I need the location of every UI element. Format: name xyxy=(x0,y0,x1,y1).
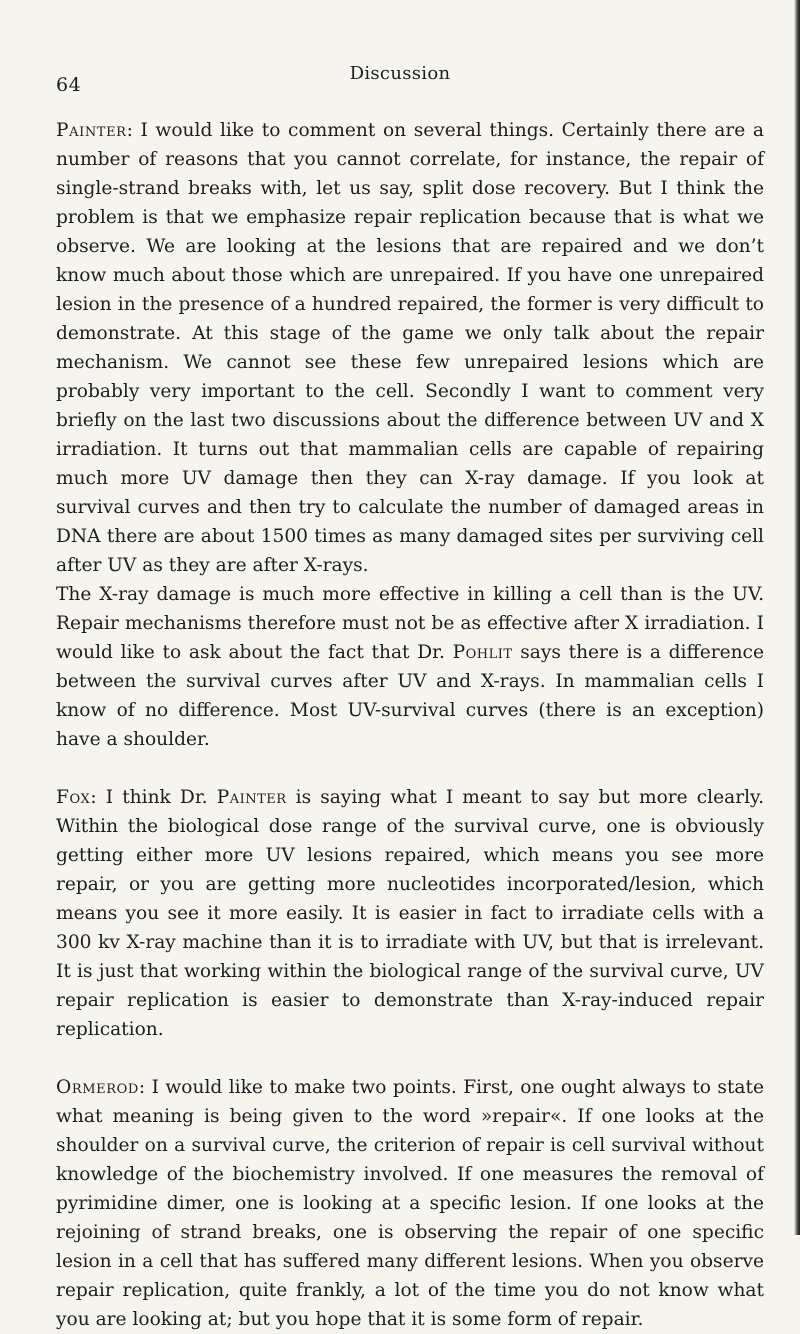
page-number: 64 xyxy=(56,74,82,96)
paragraph-text: The X-ray damage is much more effective in killing a cell than is the UV. Repair mechanisms therefore must not be as effective after X irradiation. I would like to ask about the fact that Dr. xyxy=(56,584,764,663)
paragraph-text: I would like to make two points. First, one ought always to state what meaning is being given to the word »repair«. If one looks at the shoulder on a survival curve, the criterion of repair is cell survival without knowledge of the biochemistry involved. If one measures the removal of pyrimidine dimer, one is looking at a specific lesion. If one looks at the rejoining of strand breaks, one is observing the repair of one specific lesion in a cell that has suffered many different lesions. When you observe repair replication, quite frankly, a lot of the time you do not know what you are looking at; but you hope that it is some form of repair. xyxy=(56,1077,764,1330)
running-head: Discussion xyxy=(349,63,451,84)
speaker-paragraph-fox: Fox: I think Dr. Painter is saying what I meant to say but more clearly. Within the biological dose range of the survival curve, one is obviously getting either more UV lesions repaired, which means you see more repair, or you are getting more nucleotides incorporated/lesion, which means you see it more easily. It is easier in fact to irradiate cells with a 300 kv X-ray machine than it is to irradiate with UV, but that is irrelevant. It is just that working within the biological range of the survival curve, UV repair replication is easier to demonstrate than X-ray-induced repair replication. xyxy=(56,787,764,1040)
speaker-paragraph-ormerod: Ormerod: I would like to make two points. First, one ought always to state what meaning is being given to the word »repair«. If one looks at the shoulder on a survival curve, the criterion of repair is cell survival without knowledge of the biochemistry involved. If one measures the removal of pyrimidine dimer, one is looking at a specific lesion. If one looks at the rejoining of strand breaks, one is observing the repair of one specific lesion in a cell that has suffered many different lesions. When you observe repair replication, quite frankly, a lot of the time you do not know what you are looking at; but you hope that it is some form of repair. xyxy=(56,1077,764,1330)
person-name: Pohlit xyxy=(452,642,513,663)
speaker-paragraph-painter: Painter: I would like to comment on several things. Certainly there are a number of reasons that you cannot correlate, for instance, the repair of single-strand breaks with, let us say, split dose recovery. But I think the problem is that we emphasize repair replication because that is what we observe. We are looking at the lesions that are repaired and we don’t know much about those which are unrepaired. If you have one unrepaired lesion in the presence of a hundred repaired, the former is very difficult to demonstrate. At this stage of the game we only talk about the repair mechanism. We cannot see these few unrepaired lesions which are probably very important to the cell. Secondly I want to comment very briefly on the last two discussions about the difference between UV and X irradiation. It turns out that mammalian cells are capable of repairing much more UV damage then they can X-ray damage. If you look at survival curves and then try to calculate the number of damaged areas in DNA there are about 1500 times as many damaged sites per surviving cell after UV as they are after X-rays. xyxy=(56,120,764,576)
speaker-name: Painter xyxy=(56,120,127,141)
speaker-name: Fox xyxy=(56,787,91,808)
speaker-name: Ormerod xyxy=(56,1077,139,1098)
paragraph-text: says there is a difference between the survival curves after UV and X-rays. In mammalian cells I know of no difference. Most UV-survival curves (there is an exception) have a shoulder. xyxy=(56,642,764,750)
paragraph-text: is saying what I meant to say but more clearly. Within the biological dose range of the survival curve, one is obviously getting either more UV lesions repaired, which means you see more repair, or you are getting more nucleotides incorporated/lesion, which means you see it more easily. It is easier in fact to irradiate cells with a 300 kv X-ray machine than it is to irradiate with UV, but that is irrelevant. It is just that working within the biological range of the survival curve, UV repair replication is easier to demonstrate than X-ray-induced repair replication. xyxy=(56,787,764,1040)
paragraph-text: I would like to comment on several things. Certainly there are a number of reasons that you cannot correlate, for instance, the repair of single-strand breaks with, let us say, split dose recovery. But I think the problem is that we emphasize repair replication because that is what we observe. We are looking at the lesions that are repaired and we don’t know much about those which are unrepaired. If you have one unrepaired lesion in the presence of a hundred repaired, the former is very difficult to demonstrate. At this stage of the game we only talk about the repair mechanism. We cannot see these few unrepaired lesions which are probably very important to the cell. Secondly I want to comment very briefly on the last two discussions about the difference between UV and X irradiation. It turns out that mammalian cells are capable of repairing much more UV damage then they can X-ray damage. If you look at survival curves and then try to calculate the number of damaged areas in DNA there are about 1500 times as many damaged sites per surviving cell after UV as they are after X-rays. xyxy=(56,120,764,576)
page-edge-shadow xyxy=(794,0,800,1235)
continuation-paragraph xyxy=(56,580,764,754)
paragraph-text: I think Dr. xyxy=(105,787,217,808)
person-name: Painter xyxy=(216,787,287,808)
discussion-body xyxy=(56,116,764,1334)
